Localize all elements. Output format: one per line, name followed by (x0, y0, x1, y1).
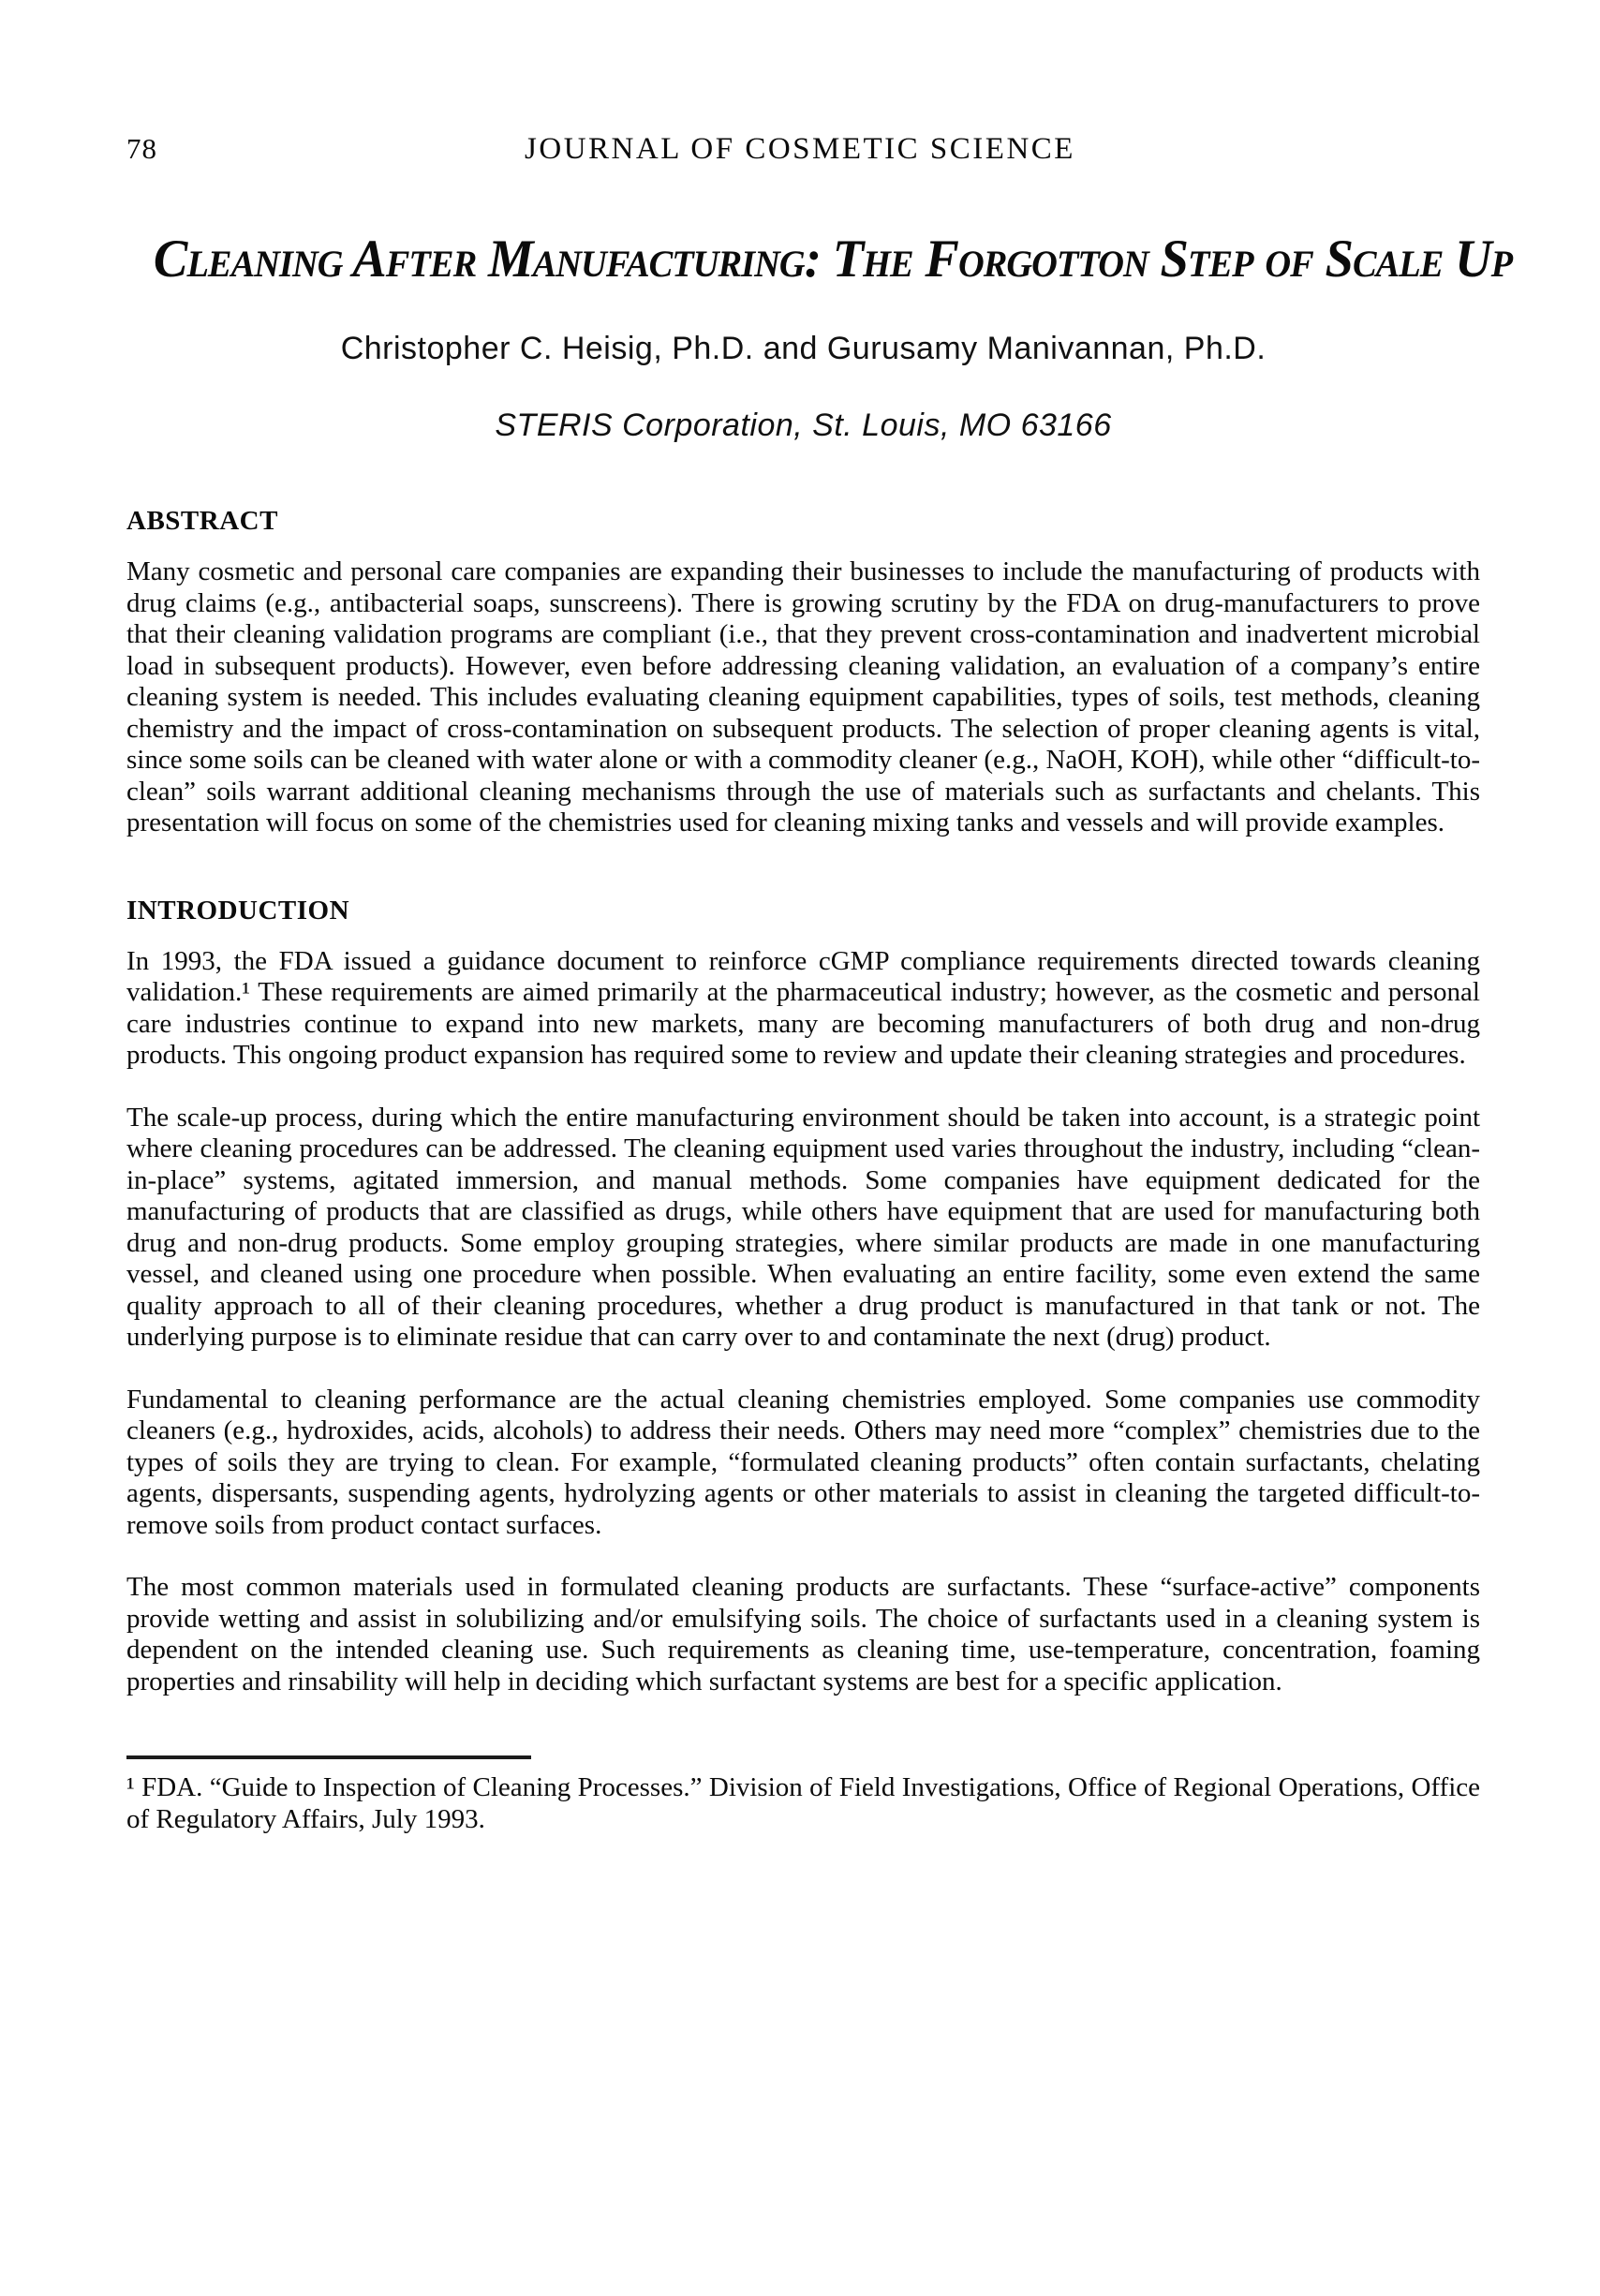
abstract-body: Many cosmetic and personal care companies are expanding their businesses to include the manufacturing of products with drug claims (e.g., antibacterial soaps, sunscreens). There is growing scrutiny by the FDA on drug-manufacturers to prove that their cleaning validation programs are compliant (i.e., that they prevent cross-contamination and inadvertent microbial load in subsequent products). However, even before addressing cleaning validation, an evaluation of a company’s entire cleaning system is needed. This includes evaluating cleaning equipment capabilities, types of soils, test methods, cleaning chemistry and the impact of cross-contamination on subsequent products. The selection of proper cleaning agents is vital, since some soils can be cleaned with water alone or with a commodity cleaner (e.g., NaOH, KOH), while other “difficult-to-clean” soils warrant additional cleaning mechanisms through the use of materials such as surfactants and chelants. This presentation will focus on some of the chemistries used for cleaning mixing tanks and vessels and will provide examples. (126, 556, 1480, 837)
authors-line: Christopher C. Heisig, Ph.D. and Gurusamy Manivannan, Ph.D. (340, 331, 1267, 366)
intro-paragraph: In 1993, the FDA issued a guidance document to reinforce cGMP compliance requirements directed towards cleaning validation.¹ These requirements are aimed primarily at the pharmaceutical industry; however, as the cosmetic and personal care industries continue to expand into new markets, many are becoming manufacturers of both drug and non-drug products. This ongoing product expansion has required some to review and update their cleaning strategies and procedures. (126, 945, 1480, 1070)
affiliation-line: STERIS Corporation, St. Louis, MO 63166 (495, 407, 1112, 443)
intro-paragraph: The scale-up process, during which the entire manufacturing environment should be taken into account, is a strategic point where cleaning procedures can be addressed. The cleaning equipment used varies throughout the industry, including “clean-in-place” systems, agitated immersion, and manual methods. Some companies have equipment dedicated for the manufacturing of products that are classified as drugs, while others have equipment that are used for manufacturing both drug and non-drug products. Some employ grouping strategies, where similar products are made in one manufacturing vessel, and cleaned using one procedure when possible. When evaluating an entire facility, some even extend the same quality approach to all of their cleaning procedures, whether a drug product is manufactured in that tank or not. The underlying purpose is to eliminate residue that can carry over to and contaminate the next (drug) product. (126, 1102, 1480, 1352)
intro-paragraph: The most common materials used in formulated cleaning products are surfactants. These “surface-active” components provide wetting and assist in solubilizing and/or emulsifying soils. The choice of surfactants used in a cleaning system is dependent on the intended cleaning use. Such requirements as cleaning time, use-temperature, concentration, foaming properties and rinsability will help in deciding which surfactant systems are best for a specific application. (126, 1572, 1480, 1696)
article-title: Cleaning After Manufacturing: The Forgotton Step of Scale Up (153, 230, 1513, 289)
introduction-heading: INTRODUCTION (126, 895, 350, 926)
abstract-heading: ABSTRACT (126, 506, 278, 536)
journal-header: JOURNAL OF COSMETIC SCIENCE (525, 132, 1075, 166)
footnote-divider (126, 1755, 531, 1759)
intro-paragraph: Fundamental to cleaning performance are the actual cleaning chemistries employed. Some companies use commodity cleaners (e.g., hydroxides, acids, alcohols) to address their needs. Others may need more “complex” chemistries due to the types of soils they are trying to clean. For example, “formulated cleaning products” often contain surfactants, chelating agents, dispersants, suspending agents, hydrolyzing agents or other materials to assist in cleaning the targeted difficult-to-remove soils from product contact surfaces. (126, 1384, 1480, 1540)
page-number: 78 (126, 132, 157, 165)
running-head (0, 0, 1600, 170)
footnote-text: ¹ FDA. “Guide to Inspection of Cleaning Processes.” Division of Field Investigations, Office of Regional Operations, Office of Regulatory Affairs, July 1993. (126, 1772, 1480, 1834)
